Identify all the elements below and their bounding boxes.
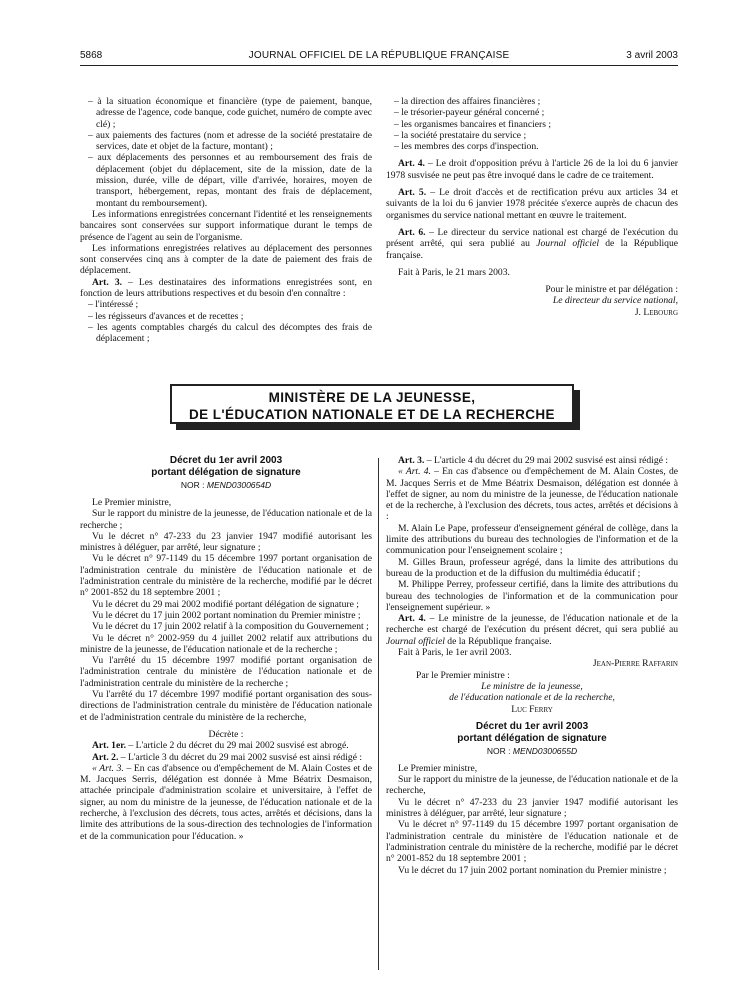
signature-line: Pour le ministre et par délégation : [545, 284, 678, 296]
decree-1-left [80, 455, 372, 842]
signature-date: Fait à Paris, le 1er avril 2003. [398, 647, 512, 659]
paragraph: Vu le décret n° 97-1149 du 15 décembre 1997 portant organisation de l'administration centrale du ministère de l'éducation nationale et de l'administration centrale du ministère de la recherche, modifié par le décret n° 2001-852 du 18 septembre 2001 ; [80, 553, 372, 599]
nor-reference: NOR : MEND0300655D [486, 745, 578, 756]
paragraph: M. Gilles Braun, professeur agrégé, dans la limite des attributions du bureau de la production et de la diffusion du multimédia éducatif ; [386, 556, 678, 579]
ministry-heading [170, 384, 574, 424]
decree-1-right [386, 455, 678, 876]
paragraph: M. Alain Le Pape, professeur d'enseignement général de collège, dans la limite des attributions du bureau des technologies de l'information et de la communication pour l'enseignement scolaire ; [386, 522, 678, 557]
list-item: – la direction des affaires financières ; [394, 96, 541, 107]
article-5: Art. 5. – Le droit d'accès et de rectification prévu aux articles 34 et suivants de la loi du 6 janvier 1978 précitée s'exerce auprès de chacun des organismes du service national mettant en œuvre le traitement. [386, 187, 679, 221]
list-item: – la société prestataire du service ; [394, 129, 527, 141]
list-item: – aux déplacements des personnes et au remboursement des frais de déplacement (objet du déplacement, site de la mission, date de la mission, durée, ville de départ, ville d'arrivée, horaires, moyen de transport, hébergement, repas, montant des frais de déplacement, montant du remboursement). [88, 152, 372, 209]
paragraph: Le Premier ministre, [92, 497, 172, 508]
article-2: Art. 2. – L'article 3 du décret du 29 mai 2002 susvisé est ainsi rédigé : [92, 751, 363, 763]
paragraph: Les informations enregistrées relatives au déplacement des personnes sont conservées cinq ans à compter de la date de paiement des frais de déplacement. [80, 242, 372, 277]
decree-subtitle: portant délégation de signature [151, 467, 301, 478]
issue-date: 3 avril 2003 [626, 50, 678, 61]
list-item: – les agents comptables chargés du calcul des décomptes des frais de déplacement ; [88, 321, 372, 345]
paragraph: Vu le décret n° 2002-959 du 4 juillet 2002 relatif aux attributions du ministre de la jeunesse, de l'éducation nationale et de la recherche ; [80, 632, 372, 655]
quoted-article: « Art. 3. – En cas d'absence ou d'empêchement de M. Alain Costes et de M. Jacques Serris, délégation est donnée à Mme Béatrix Desmaison, attachée principale d'administration scolaire et universitaire, à l'effet de signer, au nom du ministre de la jeunesse, de l'éducation nationale et de la recherche, à l'exclusion des décrets, tous actes, arrêtés et décisions, dans la limite des attributions de la sous-direction des technologies de l'information et de la communication pour l'éducation. » [80, 762, 372, 842]
paragraph: Vu l'arrêté du 15 décembre 1997 modifié portant organisation de l'administration centrale du ministère de l'éducation nationale et de l'administration centrale du ministère de la recherche ; [80, 655, 372, 689]
paragraph: Vu le décret du 17 juin 2002 relatif à la composition du Gouvernement ; [92, 621, 369, 633]
paragraph: Les informations enregistrées concernant l'identité et les renseignements bancaires sont conservées sur support informatique durant le temps de présence de l'agent au sein de l'organisme. [80, 208, 372, 243]
decrete-heading: Décrète : [208, 728, 244, 740]
list-item: – les régisseurs d'avances et de recettes ; [88, 310, 244, 322]
top-left-column [80, 96, 372, 345]
paragraph: Sur le rapport du ministre de la jeunesse, de l'éducation nationale et de la recherche ; [80, 508, 372, 531]
paragraph: Vu le décret n° 47-233 du 23 janvier 1947 modifié autorisant les ministres à déléguer, par arrêté, leur signature ; [386, 796, 678, 820]
journal-title: JOURNAL OFFICIEL DE LA RÉPUBLIQUE FRANÇAISE [248, 50, 510, 61]
paragraph: Sur le rapport du ministre de la jeunesse, de l'éducation nationale et de la recherche, [386, 774, 678, 797]
decree-subtitle: portant délégation de signature [457, 732, 607, 744]
signature-date: Fait à Paris, le 21 mars 2003. [398, 266, 510, 278]
decree-title: Décret du 1er avril 2003 [169, 455, 283, 466]
paragraph: Vu le décret du 17 juin 2002 portant nomination du Premier ministre ; [92, 609, 361, 621]
article-4: Art. 4. – Le ministre de la jeunesse, de l'éducation nationale et de la recherche est chargé de l'exécution du présent décret, qui sera publié au Journal officiel de la République française. [386, 613, 679, 647]
minister-title: de l'éducation nationale et de la recherche, [449, 692, 615, 704]
paragraph: Vu l'arrêté du 17 décembre 1997 modifié portant organisation des sous-directions de l'administration centrale du ministère de l'éducation nationale et de l'administration centrale du ministère de la recherche, [80, 689, 372, 723]
quoted-article: « Art. 4. – En cas d'absence ou d'empêchement de M. Alain Costes, de M. Jacques Serris et de Mme Béatrix Desmaison, délégation est donnée à l'effet de signer, au nom du ministre de la jeunesse, de l'éducation nationale et de la recherche, à l'exclusion des décrets, tous actes, arrêtés et décisions à : [386, 466, 679, 523]
header-rule [80, 65, 678, 66]
paragraph: Vu le décret du 29 mai 2002 modifié portant délégation de signature ; [92, 598, 359, 610]
signature-name: Jean-Pierre Raffarin [592, 658, 678, 670]
ministry-line-2: DE L'ÉDUCATION NATIONALE ET DE LA RECHERCHE [189, 407, 555, 422]
page-number: 5868 [80, 50, 103, 61]
list-item: – les membres des corps d'inspection. [394, 141, 539, 153]
decree-title: Décret du 1er avril 2003 [475, 720, 589, 732]
page-header [80, 50, 678, 64]
minister-name: Luc Ferry [511, 703, 553, 715]
list-item: – l'intéressé ; [88, 299, 139, 311]
list-item: – à la situation économique et financière (type de paiement, banque, adresse de l'agence, code banque, code guichet, numéro de compte avec clé) ; [88, 96, 372, 130]
signature-line: Par le Premier ministre : [416, 669, 510, 681]
paragraph: M. Philippe Perrey, professeur certifié, dans la limite des attributions du bureau des technologies de l'information et de la communication pour l'enseignement supérieur. » [386, 579, 678, 613]
article-1: Art. 1er. – L'article 2 du décret du 29 mai 2002 susvisé est abrogé. [92, 740, 349, 752]
signature-name: J. Lebourg [634, 306, 678, 318]
article-3: Art. 3. – Les destinataires des informations enregistrées sont, en fonction de leurs attributions respectives et du besoin d'en connaître : [80, 276, 372, 300]
top-right-column [386, 96, 678, 318]
paragraph: Vu le décret n° 97-1149 du 15 décembre 1997 portant organisation de l'administration centrale du ministère de l'éducation nationale et de l'administration centrale du ministère de la recherche, modifié par le décret n° 2001-852 du 18 septembre 2001 ; [386, 819, 678, 865]
column-divider [378, 458, 379, 970]
list-item: – aux paiements des factures (nom et adresse de la société prestataire de services, date et objet de la facture, montant) ; [88, 129, 372, 153]
list-item: – les organismes bancaires et financiers ; [394, 118, 551, 130]
paragraph: Vu le décret du 17 juin 2002 portant nomination du Premier ministre ; [398, 864, 667, 876]
list-item: – le trésorier-payeur général concerné ; [394, 107, 545, 119]
paragraph: Vu le décret n° 47-233 du 23 janvier 1947 modifié autorisant les ministres à déléguer, par arrêté, leur signature ; [80, 530, 372, 554]
paragraph: Le Premier ministre, [398, 762, 478, 774]
minister-title: Le ministre de la jeunesse, [481, 680, 583, 692]
ministry-line-1: MINISTÈRE DE LA JEUNESSE, [268, 390, 476, 405]
nor-reference: NOR : MEND0300654D [180, 480, 272, 490]
article-4: Art. 4. – Le droit d'opposition prévu à l'article 26 de la loi du 6 janvier 1978 susvisée ne peut pas être invoqué dans le cadre de ce traitement. [386, 158, 679, 181]
article-label: Art. 3. [92, 276, 123, 288]
article-3: Art. 3. – L'article 4 du décret du 29 mai 2002 susvisé est ainsi rédigé : [398, 455, 669, 466]
signature-title: Le directeur du service national, [552, 295, 678, 307]
article-6: Art. 6. – Le directeur du service national est chargé de l'exécution du présent arrêté, qui sera publié au Journal officiel de la République française. [386, 226, 678, 261]
